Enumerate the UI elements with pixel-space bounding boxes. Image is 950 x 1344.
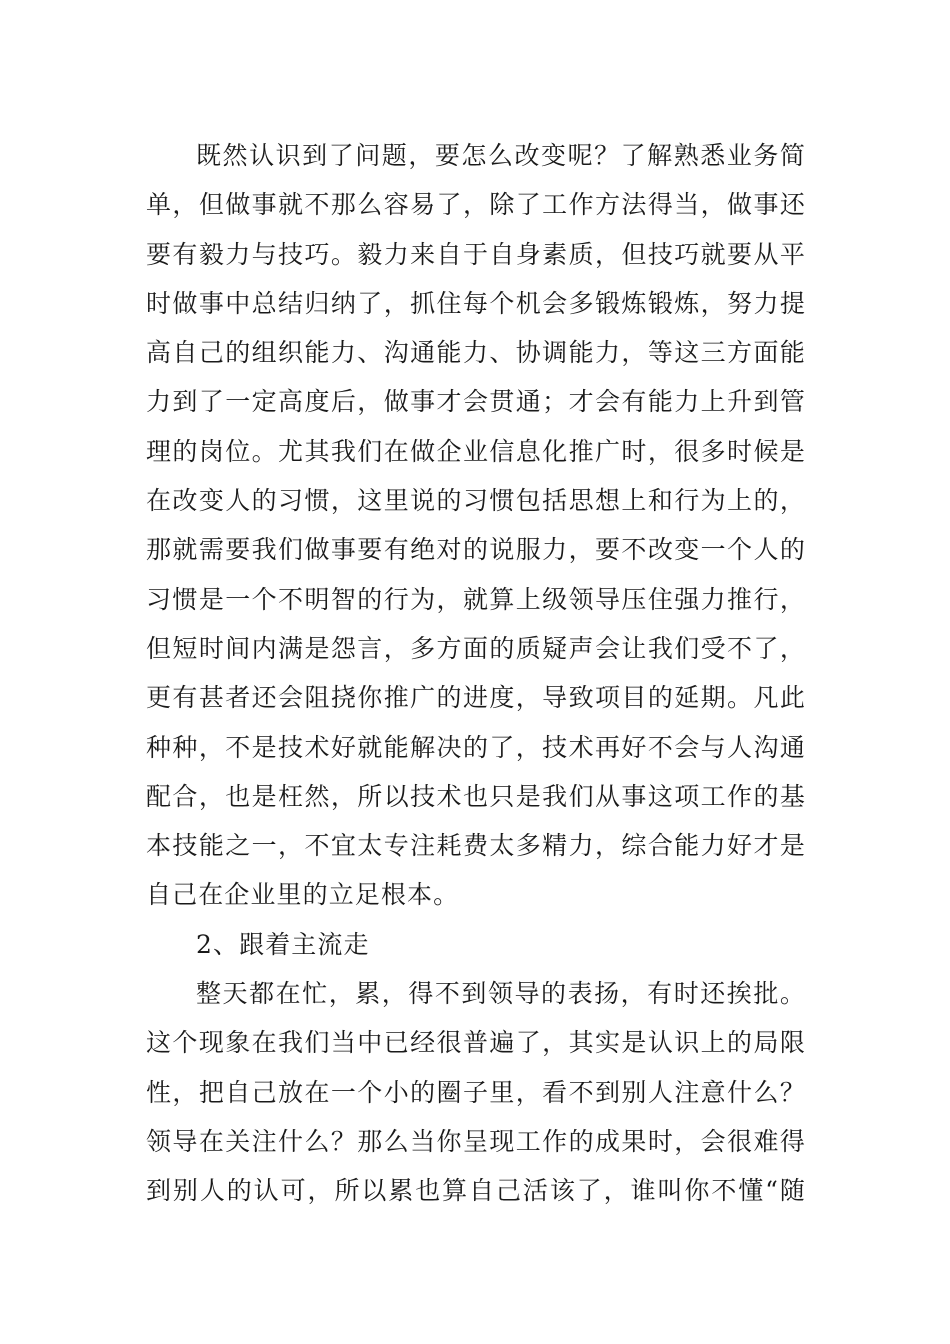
paragraph-line: 自己在企业里的立足根本。 — [146, 880, 460, 910]
paragraph-line: 整天都在忙，累，得不到领导的表扬，有时还挨批。 — [196, 979, 806, 1009]
paragraph-line: 到别人的认可，所以累也算自己活该了，谁叫你不懂“随 — [146, 1176, 806, 1206]
paragraph-line: 更有甚者还会阻挠你推广的进度，导致项目的延期。凡此 — [146, 683, 806, 713]
paragraph-line: 高自己的组织能力、沟通能力、协调能力，等这三方面能 — [146, 338, 806, 368]
paragraph-line: 力到了一定高度后，做事才会贯通；才会有能力上升到管 — [146, 387, 806, 417]
paragraph-line: 要有毅力与技巧。毅力来自于自身素质，但技巧就要从平 — [146, 239, 806, 269]
paragraph-line: 时做事中总结归纳了，抓住每个机会多锻炼锻炼，努力提 — [146, 288, 806, 318]
paragraph-line: 既然认识到了问题，要怎么改变呢？了解熟悉业务简 — [196, 141, 806, 170]
paragraph-line: 性，把自己放在一个小的圈子里，看不到别人注意什么？ — [146, 1077, 806, 1107]
paragraph-line: 那就需要我们做事要有绝对的说服力，要不改变一个人的 — [146, 535, 806, 565]
paragraph-line: 在改变人的习惯，这里说的习惯包括思想上和行为上的， — [146, 486, 806, 516]
body-text — [146, 131, 806, 1216]
paragraph-line: 种种，不是技术好就能解决的了，技术再好不会与人沟通 — [146, 732, 806, 762]
paragraph-line: 配合，也是枉然，所以技术也只是我们从事这项工作的基 — [146, 781, 806, 811]
paragraph-line: 但短时间内满是怨言，多方面的质疑声会让我们受不了， — [146, 633, 806, 663]
paragraph-line: 单，但做事就不那么容易了，除了工作方法得当，做事还 — [146, 190, 806, 220]
section-heading: 2、跟着主流走 — [196, 929, 370, 959]
paragraph-line: 理的岗位。尤其我们在做企业信息化推广时，很多时候是 — [146, 436, 806, 466]
paragraph-line: 领导在关注什么？那么当你呈现工作的成果时，会很难得 — [146, 1126, 806, 1156]
paragraph-line: 习惯是一个不明智的行为，就算上级领导压住强力推行， — [146, 584, 806, 614]
paragraph-line: 本技能之一，不宜太专注耗费太多精力，综合能力好才是 — [146, 831, 806, 861]
paragraph-line: 这个现象在我们当中已经很普遍了，其实是认识上的局限 — [146, 1028, 806, 1058]
